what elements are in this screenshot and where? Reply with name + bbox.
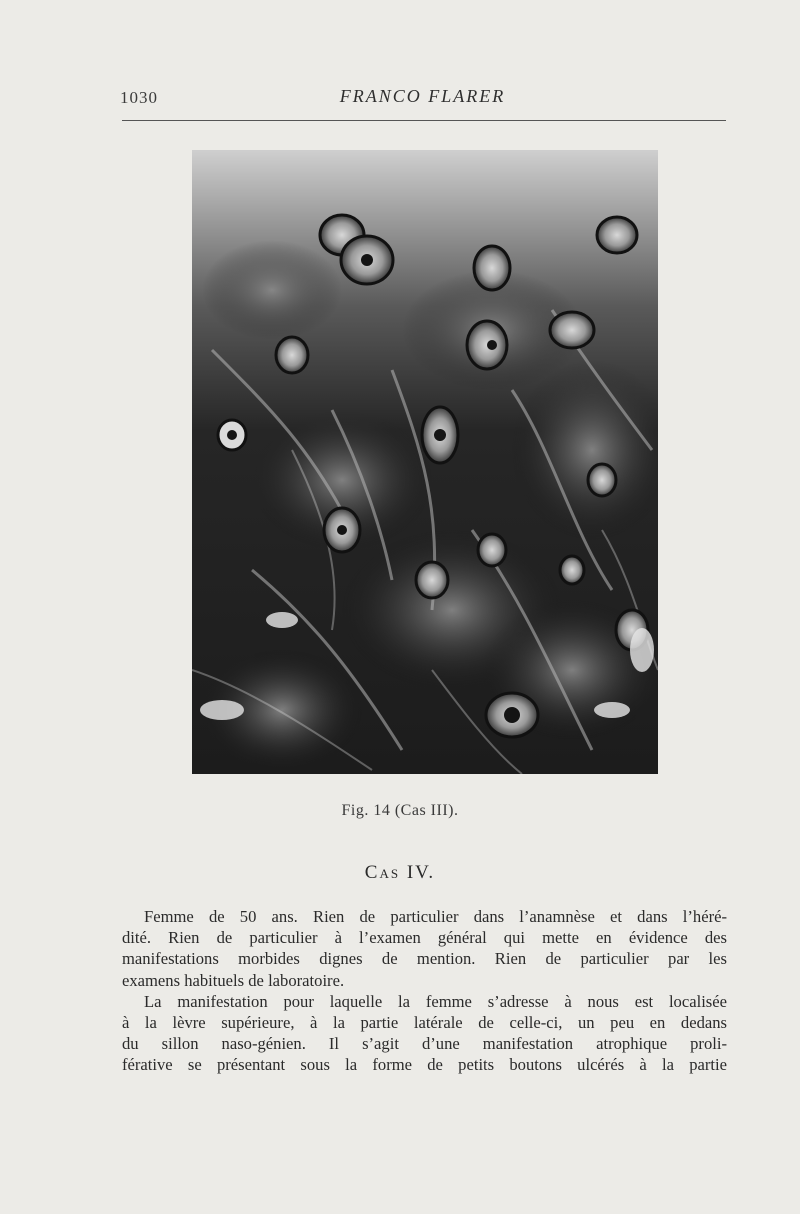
figure-caption: Fig. 14 (Cas III). — [341, 802, 459, 819]
histology-micrograph-figure — [192, 150, 658, 774]
text-line: manifestations morbides dignes de mention. Rien de particulier par les — [122, 949, 727, 969]
page-number: 1030 — [120, 88, 158, 107]
text-line: férative se présentant sous la forme de petits boutons ulcérés à la partie — [122, 1055, 727, 1075]
text-line: du sillon naso-génien. Il s’agit d’une manifestation atrophique proli- — [122, 1034, 727, 1054]
text-line: La manifestation pour laquelle la femme s’adresse à nous est localisée — [144, 991, 727, 1011]
body-text — [122, 906, 727, 1076]
text-line: dité. Rien de particulier à l’examen général qui mette en évidence des — [122, 928, 727, 948]
running-head — [120, 82, 725, 114]
running-title: FRANCO FLARER — [339, 86, 506, 106]
text-line: Femme de 50 ans. Rien de particulier dans l’anamnèse et dans l’héré- — [144, 907, 727, 926]
histology-micrograph-icon — [192, 150, 658, 774]
text-line: examens habituels de laboratoire. — [122, 970, 345, 990]
text-line: à la lèvre supérieure, à la partie latérale de celle-ci, un peu en dedans — [122, 1013, 727, 1033]
header-rule — [122, 120, 726, 121]
section-heading: Cas IV. — [364, 862, 436, 883]
